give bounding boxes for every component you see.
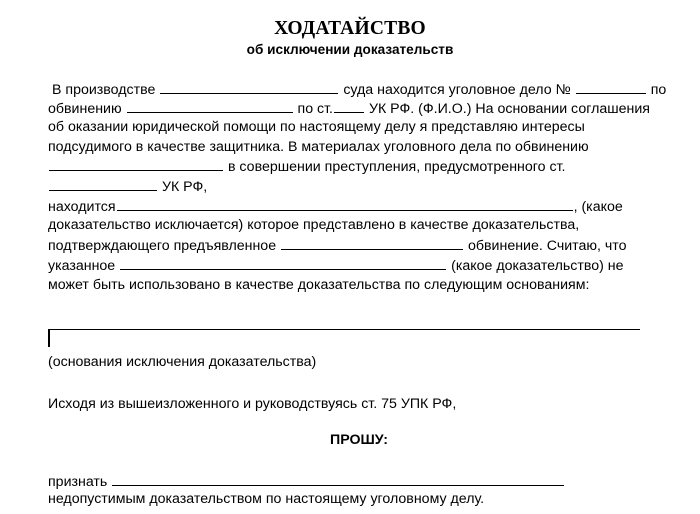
- request-line-1: [48, 472, 565, 492]
- text-segment: по: [650, 82, 667, 98]
- text-segment: находится: [48, 199, 116, 215]
- paragraph-line-1: [52, 80, 666, 100]
- paragraph-line-3: об оказании юридической помощи по настоящему делу я представляю интересы: [48, 119, 585, 135]
- legal-basis-line: Исходя из вышеизложенного и руководствуясь ст. 75 УПК РФ,: [48, 396, 457, 412]
- text-segment: в совершении преступления, предусмотренного ст.: [227, 159, 566, 175]
- text-segment: В производстве: [52, 82, 156, 98]
- accused-name-blank[interactable]: [127, 99, 293, 113]
- paragraph-line-2: [48, 99, 650, 119]
- text-segment: подтверждающего предъявленное: [48, 238, 277, 254]
- text-segment: , (какое: [573, 199, 623, 215]
- document-title: ХОДАТАЙСТВО: [274, 18, 426, 39]
- paragraph-line-9: [48, 236, 627, 256]
- text-segment: обвинение. Считаю, что: [468, 238, 627, 254]
- document-subtitle: об исключении доказательств: [246, 42, 454, 57]
- text-segment: обвинению: [48, 101, 122, 117]
- request-line-2: недопустимым доказательством по настоящему уголовному делу.: [48, 491, 485, 507]
- paragraph-line-11: может быть использовано в качестве доказательства по следующим основаниям:: [48, 277, 590, 293]
- paragraph-line-4: подсудимого в качестве защитника. В материалах уголовного дела по обвинению: [48, 139, 589, 155]
- crime-article-blank[interactable]: [49, 177, 157, 191]
- text-segment: (какое доказательство) не: [451, 258, 624, 274]
- paragraph-line-5: [48, 157, 565, 177]
- text-segment: признать: [48, 474, 108, 490]
- text-cursor: [48, 329, 50, 347]
- request-heading: ПРОШУ:: [330, 432, 388, 448]
- grounds-input-line[interactable]: [50, 329, 640, 330]
- case-number-blank[interactable]: [576, 80, 646, 94]
- grounds-caption: (основания исключения доказательства): [48, 354, 317, 370]
- paragraph-line-10: [48, 256, 624, 276]
- paragraph-line-8: доказательство исключается) которое представлено в качестве доказательства,: [48, 217, 580, 233]
- text-segment: УК РФ,: [161, 179, 208, 195]
- text-segment: суда находится уголовное дело №: [343, 82, 571, 98]
- inadmissible-evidence-blank[interactable]: [112, 472, 564, 486]
- text-segment: УК РФ. (Ф.И.О.) На основании соглашения: [368, 101, 650, 117]
- excluded-evidence-blank[interactable]: [117, 197, 573, 211]
- paragraph-line-6: [48, 177, 207, 197]
- text-segment: указанное: [48, 258, 116, 274]
- charge-presented-blank[interactable]: [281, 236, 463, 250]
- text-segment: по ст.: [297, 101, 333, 117]
- charge-blank[interactable]: [49, 157, 223, 171]
- article-blank[interactable]: [334, 99, 364, 113]
- paragraph-line-7: [48, 197, 623, 217]
- court-name-blank[interactable]: [160, 80, 338, 94]
- evidence-name-blank[interactable]: [120, 256, 446, 270]
